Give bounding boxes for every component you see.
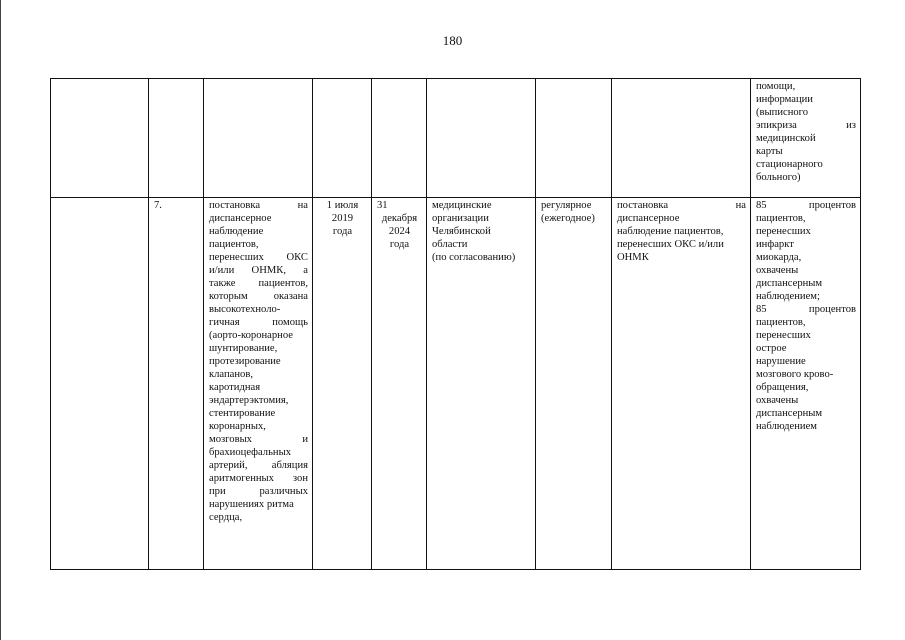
table-cell (149, 79, 204, 198)
cell-end-date: 31 декабря 2024 года (372, 198, 427, 570)
table-cell (536, 79, 612, 198)
table-cell (51, 198, 149, 570)
table-cell (427, 79, 536, 198)
table-cell (612, 79, 751, 198)
page-left-edge (0, 0, 1, 640)
page-number: 180 (442, 33, 463, 48)
table-row-7 (51, 198, 861, 570)
cell-activity: постановка на диспансерное наблюдение пациентов, перенесших ОКС и/или ОНМК, а также пациентов, которым оказана высокотехноло- гичная помощь (аорто-коронарное шунтирование, протезирование клапанов, каротидная эндартерэктомия, стентирование коронарных, мозговых и брахиоцефальных артерий, абляция аритмогенных зон при различных нарушениях ритма сердца, (204, 198, 313, 570)
cell-executor: медицинские организации Челябинской области (по согласованию) (427, 198, 536, 570)
cell-start-date: 1 июля 2019 года (313, 198, 372, 570)
table-cell (204, 79, 313, 198)
cell-result-continued: помощи, информации (выписного эпикриза из медицинской карты стационарного больного) (751, 79, 861, 198)
cell-result: 85 процентов пациентов, перенесших инфаркт миокарда, охвачены диспансерным наблюдением; 85 процентов пациентов, перенесших острое нарушение мозгового крово- обращения, охвачены диспансерным наблюдением (751, 198, 861, 570)
cell-description: постановка на диспансерное наблюдение пациентов, перенесших ОКС и/или ОНМК (612, 198, 751, 570)
plan-table (50, 78, 861, 570)
table-cell (313, 79, 372, 198)
table-row-continued (51, 79, 861, 198)
table-cell (51, 79, 149, 198)
table-cell (372, 79, 427, 198)
cell-row-number: 7. (149, 198, 204, 570)
cell-frequency: регулярное (ежегодное) (536, 198, 612, 570)
